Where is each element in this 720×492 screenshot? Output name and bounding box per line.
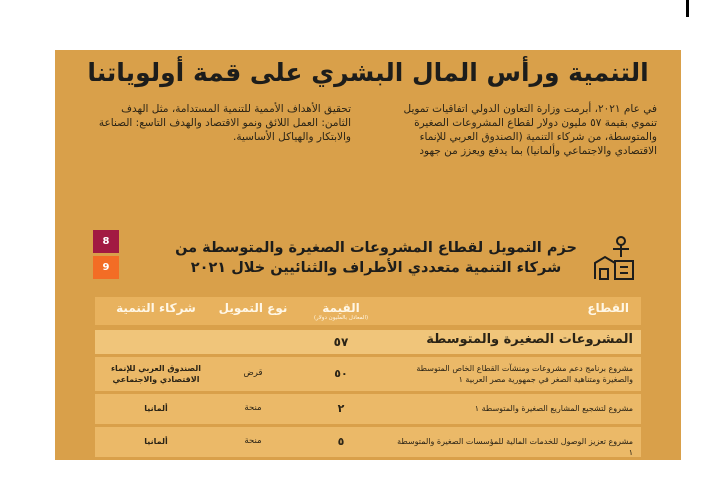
row-sector: مشروع تعزيز الوصول للخدمات المالية للمؤسسات الصغيرة والمتوسطة ١ <box>397 437 633 457</box>
table-row <box>95 357 641 391</box>
row-value: ٥ <box>337 435 345 448</box>
row-partner: الصندوق العربي للإنماء الاقتصادي والاجتماعي <box>110 364 202 384</box>
row-type: قرض <box>243 368 263 378</box>
row-partner: ألمانيا <box>144 437 168 446</box>
row-sector: مشروع برنامج دعم مشروعات ومنشآت القطاع الخاص المتوسطة والصغيرة ومتناهية الصغر في جمهورية مصر العربية ١ <box>416 364 633 384</box>
header-type: نوع التمويل <box>218 301 288 315</box>
sdg-8-label: 8 <box>102 236 110 247</box>
row-value: ٢ <box>337 402 345 415</box>
total-value: ٥٧ <box>333 335 349 349</box>
heading-line-1: حزم التمويل لقطاع المشروعات الصغيرة والمتوسطة من <box>175 240 577 256</box>
row-type: منحة <box>244 436 262 446</box>
infographic-card <box>55 50 681 460</box>
sdg-9-industry-innovation-icon <box>93 256 119 279</box>
row-value: ٥٠ <box>334 367 348 380</box>
row-type: منحة <box>244 403 262 413</box>
sdg-9-label: 9 <box>102 262 110 273</box>
total-row <box>95 330 641 354</box>
header-value <box>306 301 376 322</box>
factory-icon <box>591 235 637 281</box>
page-title: التنمية ورأس المال البشري على قمة أولوياتنا <box>87 58 649 87</box>
table-row <box>95 394 641 424</box>
edge-mark <box>686 0 689 17</box>
total-sector: المشروعات الصغيرة والمتوسطة <box>426 332 633 347</box>
row-sector: مشروع لتشجيع المشاريع الصغيرة والمتوسطة ١ <box>474 404 633 413</box>
header-partners: شركاء التنمية <box>116 301 196 315</box>
header-value-note: (المعادل بالمليون دولار) <box>313 315 369 321</box>
intro-paragraph-right: في عام ٢٠٢١، أبرمت وزارة التعاون الدولي اتفاقيات تمويل تنموي بقيمة ٥٧ مليون دولار لقطاع المشروعات الصغيرة والمتوسطة، من شركاء التنمية (الصندوق العربي للإنماء الاقتصادي والاجتماعي وألمانيا) بما يدفع ويعزز من جهود <box>403 103 657 157</box>
sdg-8-economic-growth-icon <box>93 230 119 253</box>
intro-paragraph-left: تحقيق الأهداف الأممية للتنمية المستدامة، مثل الهدف الثامن: العمل اللائق ونمو الاقتصاد والهدف التاسع: الصناعة والابتكار والهياكل الأساسية. <box>98 103 351 143</box>
table-row <box>95 427 641 457</box>
header-value-label: القيمة <box>322 301 360 315</box>
row-partner: ألمانيا <box>144 404 168 413</box>
heading-line-2: شركاء التنمية متعددي الأطراف والثنائيين خلال ٢٠٢١ <box>190 260 562 276</box>
header-sector: القطاع <box>587 301 629 315</box>
section-heading <box>175 238 577 278</box>
table-header <box>95 297 641 325</box>
